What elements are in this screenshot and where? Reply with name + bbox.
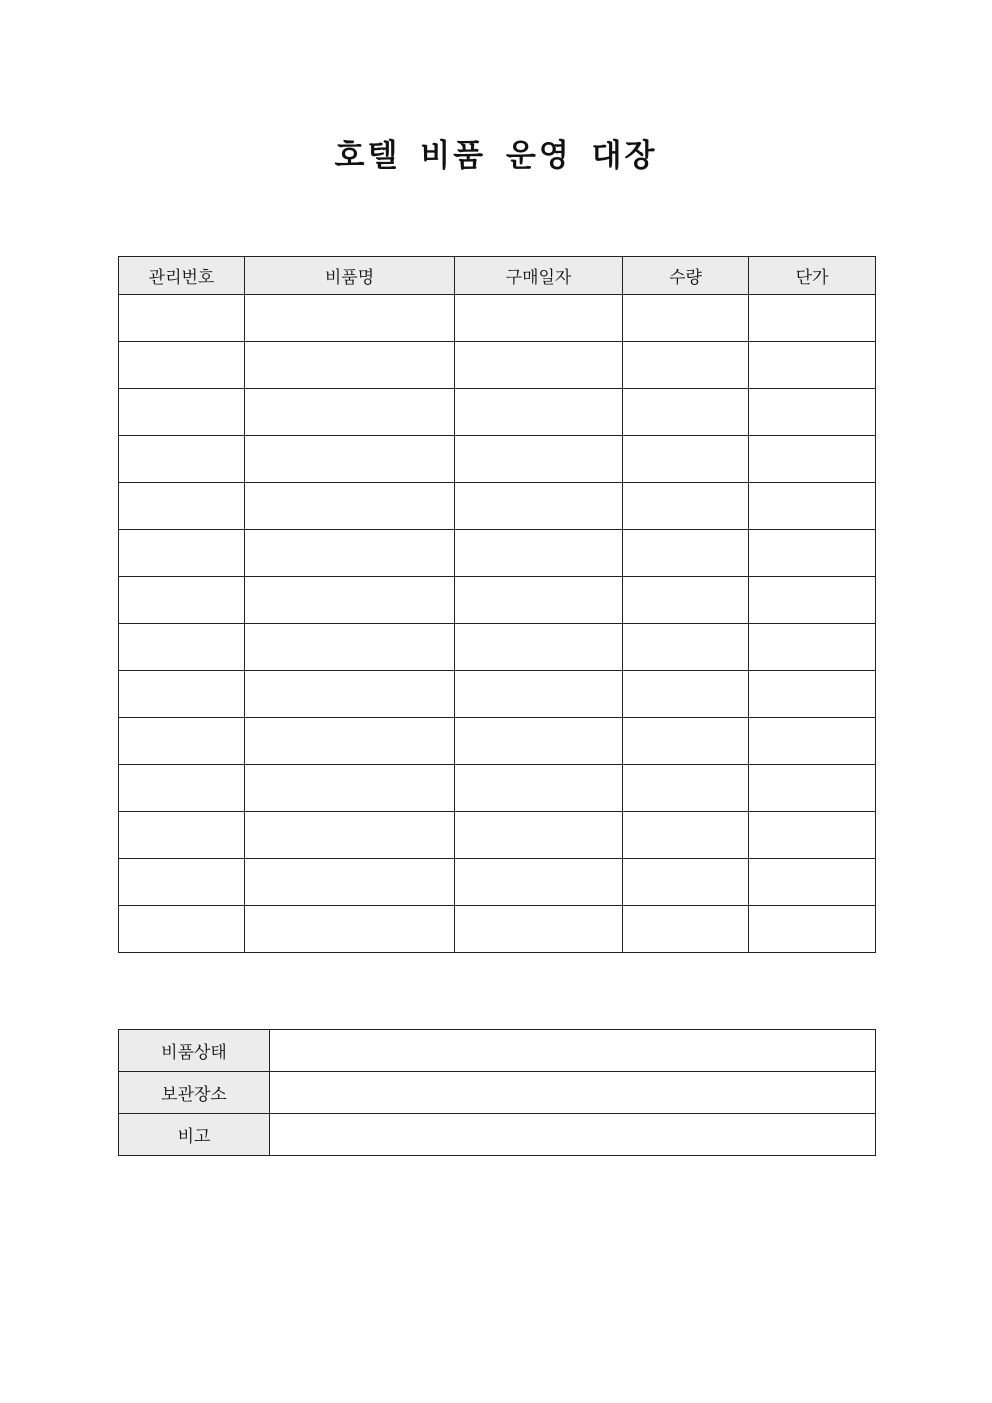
info-label-remarks: 비고 (119, 1114, 270, 1156)
cell-quantity[interactable] (623, 483, 749, 530)
table-row (119, 342, 876, 389)
cell-management-number[interactable] (119, 906, 245, 953)
cell-quantity[interactable] (623, 436, 749, 483)
cell-unit-price[interactable] (749, 577, 876, 624)
cell-unit-price[interactable] (749, 389, 876, 436)
cell-item-name[interactable] (245, 389, 455, 436)
cell-quantity[interactable] (623, 530, 749, 577)
cell-unit-price[interactable] (749, 718, 876, 765)
cell-purchase-date[interactable] (455, 812, 623, 859)
cell-item-name[interactable] (245, 342, 455, 389)
cell-quantity[interactable] (623, 906, 749, 953)
table-row (119, 906, 876, 953)
cell-purchase-date[interactable] (455, 530, 623, 577)
column-header-purchase-date: 구매일자 (455, 257, 623, 295)
cell-item-name[interactable] (245, 577, 455, 624)
cell-purchase-date[interactable] (455, 671, 623, 718)
column-header-management-number: 관리번호 (119, 257, 245, 295)
table-row (119, 389, 876, 436)
table-row (119, 624, 876, 671)
info-row-storage-location (119, 1072, 876, 1114)
cell-unit-price[interactable] (749, 671, 876, 718)
info-row-remarks (119, 1114, 876, 1156)
table-row (119, 859, 876, 906)
ledger-header-row (119, 257, 876, 295)
cell-quantity[interactable] (623, 389, 749, 436)
info-label-storage-location: 보관장소 (119, 1072, 270, 1114)
cell-management-number[interactable] (119, 483, 245, 530)
table-row (119, 295, 876, 342)
cell-purchase-date[interactable] (455, 436, 623, 483)
table-row (119, 671, 876, 718)
cell-quantity[interactable] (623, 718, 749, 765)
cell-quantity[interactable] (623, 577, 749, 624)
cell-quantity[interactable] (623, 624, 749, 671)
cell-purchase-date[interactable] (455, 906, 623, 953)
cell-item-name[interactable] (245, 859, 455, 906)
cell-unit-price[interactable] (749, 483, 876, 530)
cell-purchase-date[interactable] (455, 389, 623, 436)
cell-unit-price[interactable] (749, 812, 876, 859)
cell-management-number[interactable] (119, 718, 245, 765)
cell-purchase-date[interactable] (455, 624, 623, 671)
cell-item-name[interactable] (245, 812, 455, 859)
cell-item-name[interactable] (245, 530, 455, 577)
info-value-storage-location[interactable] (270, 1072, 876, 1114)
cell-unit-price[interactable] (749, 765, 876, 812)
info-value-status[interactable] (270, 1030, 876, 1072)
cell-quantity[interactable] (623, 859, 749, 906)
cell-management-number[interactable] (119, 436, 245, 483)
column-header-quantity: 수량 (623, 257, 749, 295)
cell-management-number[interactable] (119, 342, 245, 389)
cell-item-name[interactable] (245, 671, 455, 718)
ledger-body (119, 295, 876, 953)
cell-purchase-date[interactable] (455, 859, 623, 906)
cell-management-number[interactable] (119, 577, 245, 624)
cell-item-name[interactable] (245, 624, 455, 671)
table-row (119, 530, 876, 577)
cell-unit-price[interactable] (749, 295, 876, 342)
cell-quantity[interactable] (623, 295, 749, 342)
table-row (119, 718, 876, 765)
cell-unit-price[interactable] (749, 906, 876, 953)
info-row-status (119, 1030, 876, 1072)
cell-purchase-date[interactable] (455, 483, 623, 530)
equipment-ledger-table (118, 256, 876, 953)
cell-item-name[interactable] (245, 906, 455, 953)
cell-quantity[interactable] (623, 765, 749, 812)
cell-management-number[interactable] (119, 765, 245, 812)
cell-purchase-date[interactable] (455, 342, 623, 389)
cell-unit-price[interactable] (749, 436, 876, 483)
cell-management-number[interactable] (119, 812, 245, 859)
cell-item-name[interactable] (245, 765, 455, 812)
column-header-item-name: 비품명 (245, 257, 455, 295)
cell-purchase-date[interactable] (455, 765, 623, 812)
cell-purchase-date[interactable] (455, 718, 623, 765)
table-row (119, 436, 876, 483)
cell-management-number[interactable] (119, 389, 245, 436)
table-row (119, 812, 876, 859)
cell-unit-price[interactable] (749, 859, 876, 906)
cell-quantity[interactable] (623, 671, 749, 718)
cell-unit-price[interactable] (749, 530, 876, 577)
table-row (119, 483, 876, 530)
info-label-status: 비품상태 (119, 1030, 270, 1072)
cell-management-number[interactable] (119, 671, 245, 718)
equipment-info-table (118, 1029, 876, 1156)
cell-purchase-date[interactable] (455, 577, 623, 624)
cell-item-name[interactable] (245, 295, 455, 342)
cell-unit-price[interactable] (749, 624, 876, 671)
cell-management-number[interactable] (119, 530, 245, 577)
page-title: 호텔 비품 운영 대장 (334, 138, 658, 174)
table-row (119, 577, 876, 624)
cell-item-name[interactable] (245, 718, 455, 765)
cell-management-number[interactable] (119, 624, 245, 671)
column-header-unit-price: 단가 (749, 257, 876, 295)
table-row (119, 765, 876, 812)
cell-item-name[interactable] (245, 483, 455, 530)
cell-item-name[interactable] (245, 436, 455, 483)
cell-management-number[interactable] (119, 859, 245, 906)
cell-quantity[interactable] (623, 342, 749, 389)
info-value-remarks[interactable] (270, 1114, 876, 1156)
cell-quantity[interactable] (623, 812, 749, 859)
cell-purchase-date[interactable] (455, 295, 623, 342)
cell-unit-price[interactable] (749, 342, 876, 389)
cell-management-number[interactable] (119, 295, 245, 342)
